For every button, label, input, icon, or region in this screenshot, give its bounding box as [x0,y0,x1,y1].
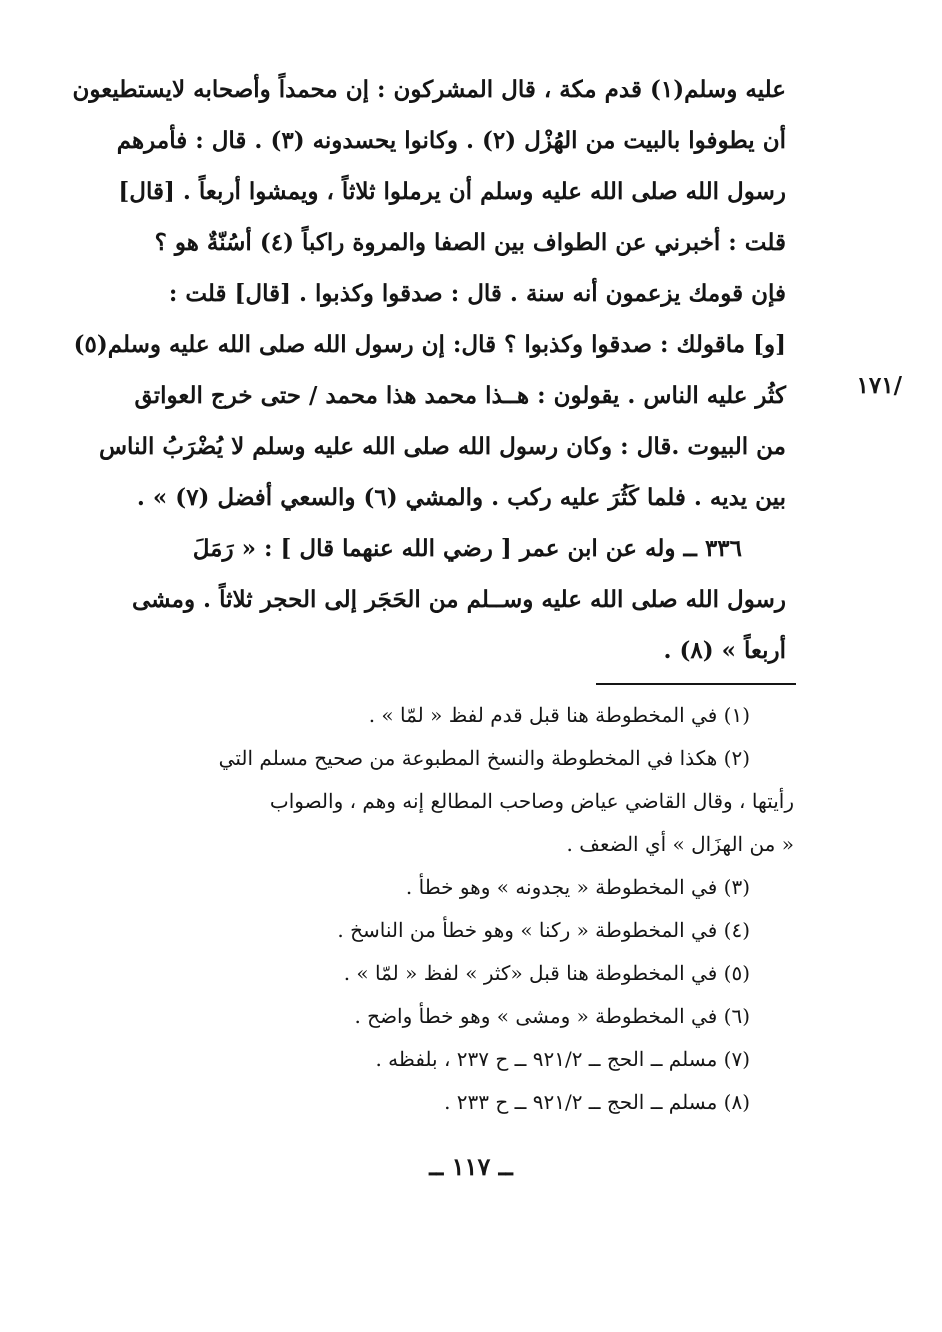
main-text-block [72,64,786,676]
main-text-line: كثُر عليه الناس . يقولون : هــذا محمد هذا محمد / حتى خرج العواتق [134,382,786,409]
main-text-line: رسول الله صلى الله عليه وسلم أن يرملوا ثلاثاً ، ويمشوا أربعاً . [قال] [118,178,786,205]
hadith-336-line: ٣٣٦ ــ وله عن ابن عمر [ رضي الله عنهما قال ] : « رَمَلَ [192,535,742,562]
main-text-line: [و] ماقولك : صدقوا وكذبوا ؟ قال: إن رسول الله صلى الله عليه وسلم(٥) [73,331,786,358]
footnote: (٤) في المخطوطة « ركنا » وهو خطأ من الناسخ . [337,918,750,942]
main-text-line: أربعاً » (٨) . [663,637,786,664]
footnote-continuation: « من الهزَال » أي الضعف . [566,832,794,856]
main-text-line: من البيوت .قال : وكان رسول الله صلى الله عليه وسلم لا يُضْرَبُ الناس [98,433,786,460]
main-text-line: فإن قومك يزعمون أنه سنة . قال : صدقوا وكذبوا . [قال] قلت : [168,280,786,307]
main-text-line: قلت : أخبرني عن الطواف بين الصفا والمروة راكباً (٤) أسُنّةٌ هو ؟ [154,229,786,256]
page-number: ــ ١١٧ ــ [429,1152,513,1181]
footnotes-block [134,694,794,1124]
footnote: (٢) هكذا في المخطوطة والنسخ المطبوعة من صحيح مسلم التي [218,746,750,770]
footnote: (٣) في المخطوطة « يجدونه » وهو خطأ . [405,875,750,899]
footnote-continuation: رأيتها ، وقال القاضي عياض وصاحب المطالع إنه وهم ، والصواب [269,789,794,813]
manuscript-folio-marker: /١٧١ [856,372,902,399]
footnote: (٥) في المخطوطة هنا قبل «كثر » لفظ « لمّا » . [343,961,750,985]
footnote: (٨) مسلم ــ الحج ــ ٩٢١/٢ ــ ح ٢٣٣ . [444,1090,750,1114]
footnote: (٦) في المخطوطة « ومشى » وهو خطأ واضح . [354,1004,750,1028]
main-text-line: رسول الله صلى الله عليه وســلم من الحَجَر إلى الحجر ثلاثاً . ومشى [131,586,786,613]
footnote: (٧) مسلم ــ الحج ــ ٩٢١/٢ ــ ح ٢٣٧ ، بلفظه . [375,1047,750,1071]
main-text-line: أن يطوفوا بالبيت من الهُزْل (٢) . وكانوا يحسدونه (٣) . قال : فأمرهم [116,127,786,154]
main-text-line: بين يديه . فلما كَثُرَ عليه ركب . والمشي (٦) والسعي أفضل (٧) » . [136,484,786,511]
main-text-line: عليه وسلم(١) قدم مكة ، قال المشركون : إن محمداً وأصحابه لايستطيعون [72,76,786,103]
footnote-divider [596,683,796,685]
footnote: (١) في المخطوطة هنا قبل قدم لفظ « لمّا » . [368,703,750,727]
